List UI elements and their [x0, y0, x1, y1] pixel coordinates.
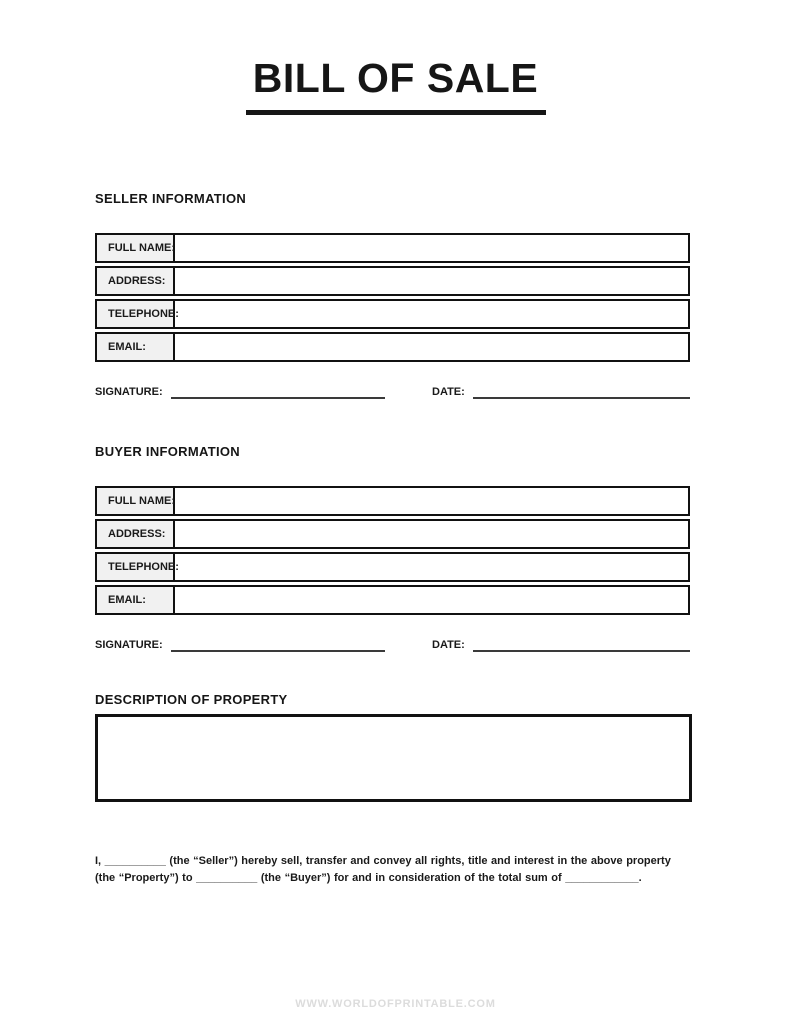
seller-date-field	[432, 384, 690, 399]
buyer-email-label: EMAIL:	[97, 587, 175, 613]
seller-signature-label: SIGNATURE:	[95, 386, 163, 398]
buyer-table	[95, 486, 690, 615]
property-heading: DESCRIPTION OF PROPERTY	[95, 692, 288, 707]
buyer-full-name-input[interactable]	[175, 488, 688, 514]
seller-address-label: ADDRESS:	[97, 268, 175, 294]
seller-heading: SELLER INFORMATION	[95, 191, 247, 206]
buyer-date-label: DATE:	[432, 639, 465, 651]
seller-telephone-input[interactable]	[175, 301, 688, 327]
buyer-signature-label: SIGNATURE:	[95, 639, 163, 651]
buyer-address-input[interactable]	[175, 521, 688, 547]
buyer-full-name-label: FULL NAME:	[97, 488, 175, 514]
buyer-telephone-label: TELEPHONE:	[97, 554, 175, 580]
buyer-date-field	[432, 637, 690, 652]
title-block	[0, 0, 791, 115]
buyer-section	[95, 444, 690, 652]
table-row	[95, 332, 690, 362]
table-row	[95, 299, 690, 329]
seller-email-input[interactable]	[175, 334, 688, 360]
table-row	[95, 585, 690, 615]
table-row	[95, 486, 690, 516]
seller-telephone-label: TELEPHONE:	[97, 301, 175, 327]
seller-full-name-label: FULL NAME:	[97, 235, 175, 261]
table-row	[95, 266, 690, 296]
seller-section	[95, 191, 690, 399]
seller-signature-row	[95, 384, 690, 399]
buyer-email-input[interactable]	[175, 587, 688, 613]
seller-table	[95, 233, 690, 362]
seller-signature-line[interactable]	[171, 384, 385, 399]
buyer-address-label: ADDRESS:	[97, 521, 175, 547]
seller-signature-field	[95, 384, 385, 399]
page-title: BILL OF SALE	[252, 55, 539, 101]
buyer-signature-row	[95, 637, 690, 652]
form-content	[95, 123, 690, 887]
seller-full-name-input[interactable]	[175, 235, 688, 261]
table-row	[95, 519, 690, 549]
seller-date-line[interactable]	[473, 384, 690, 399]
buyer-telephone-input[interactable]	[175, 554, 688, 580]
statement-text: I, __________ (the “Seller”) hereby sell, transfer and convey all rights, title and interest in the above property (the “Property”) to __________ (the “Buyer”) for and in consideration of the total sum of ____________.	[95, 855, 671, 885]
table-row	[95, 233, 690, 263]
buyer-date-line[interactable]	[473, 637, 690, 652]
title-underline	[246, 110, 546, 115]
seller-email-label: EMAIL:	[97, 334, 175, 360]
table-row	[95, 552, 690, 582]
buyer-signature-line[interactable]	[171, 637, 385, 652]
seller-address-input[interactable]	[175, 268, 688, 294]
property-section	[95, 692, 690, 802]
footer-url: WWW.WORLDOFPRINTABLE.COM	[295, 998, 496, 1010]
buyer-heading: BUYER INFORMATION	[95, 444, 240, 459]
page-footer	[0, 994, 791, 1012]
property-description-input[interactable]	[95, 714, 692, 802]
buyer-signature-field	[95, 637, 385, 652]
seller-date-label: DATE:	[432, 386, 465, 398]
